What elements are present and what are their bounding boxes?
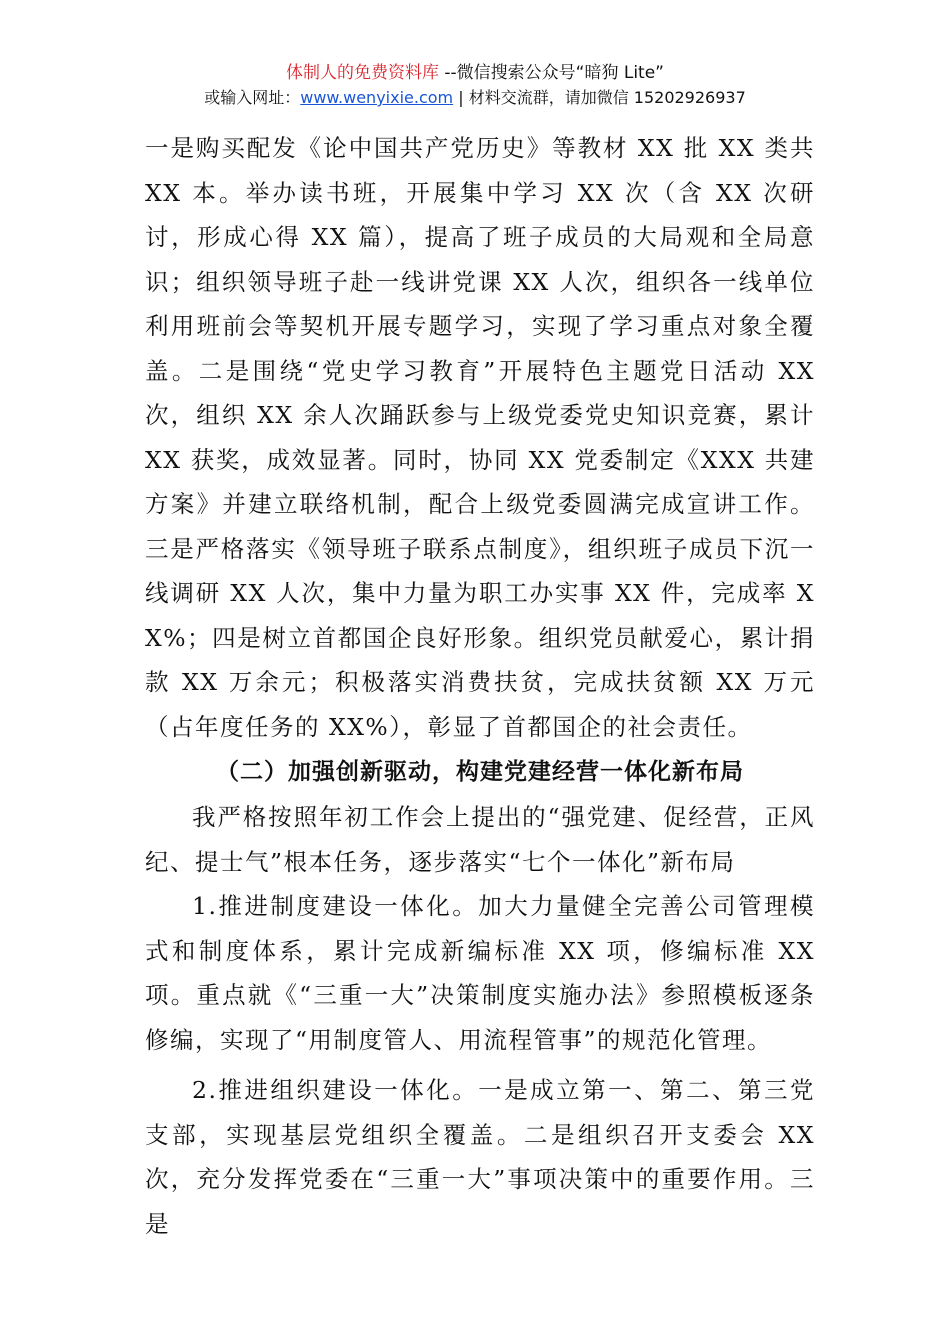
header-line-2 (0, 86, 950, 110)
header-separator: | (453, 88, 469, 107)
body-paragraph-2: 我严格按照年初工作会上提出的“强党建、促经营，正风纪、提士气”根本任务，逐步落实“七个一体化”新布局 (145, 803, 815, 876)
body-paragraph-1: 一是购买配发《论中国共产党历史》等教材 XX 批 XX 类共 XX 本。举办读书班，开展集中学习 XX 次（含 XX 次研讨，形成心得 XX 篇），提高了班子成员的大局观和全局意识；组织领导班子赴一线讲党课 XX 人次，组织各一线单位利用班前会等契机开展专题学习，实现了学习重点对象全覆盖。二是围绕“党史学习教育”开展特色主题党日活动 XX 次，组织 XX 余人次踊跃参与上级党委党史知识竞赛，累计 XX 获奖，成效显著。同时，协同 XX 党委制定《XXX 共建方案》并建立联络机制，配合上级党委圆满完成宣讲工作。三是严格落实《领导班子联系点制度》，组织班子成员下沉一线调研 XX 人次，集中力量为职工办实事 XX 件，完成率 XX%；四是树立首都国企良好形象。组织党员献爱心，累计捐款 XX 万余元；积极落实消费扶贫，完成扶贫额 XX 万元（占年度任务的 XX%），彰显了首都国企的社会责任。 (145, 134, 815, 741)
document-header (0, 60, 950, 110)
brand-name: 体制人的免费资料库 (285, 63, 439, 83)
section-heading-2: （二）加强创新驱动，构建党建经营一体化新布局 (216, 759, 744, 785)
body-paragraph-4: 2.推进组织建设一体化。一是成立第一、第二、第三党支部，实现基层党组织全覆盖。二是组织召开支委会 XX 次，充分发挥党委在“三重一大”事项决策中的重要作用。三是 (145, 1076, 815, 1238)
body-paragraph-3: 1.推进制度建设一体化。加大力量健全完善公司管理模式和制度体系，累计完成新编标准 XX 项，修编标准 XX 项。重点就《“三重一大”决策制度实施办法》参照模板逐条修编，实现了“用制度管人、用流程管事”的规范化管理。 (145, 892, 815, 1054)
document-body (145, 126, 815, 1246)
header-line-1 (0, 60, 950, 86)
group-info: 材料交流群，请加微信 15202926937 (468, 88, 746, 107)
url-prefix: 或输入网址： (204, 88, 301, 107)
website-link[interactable]: www.wenyixie.com (300, 88, 454, 107)
wechat-hint: --微信搜索公众号“暗狗 Lite” (438, 63, 664, 83)
